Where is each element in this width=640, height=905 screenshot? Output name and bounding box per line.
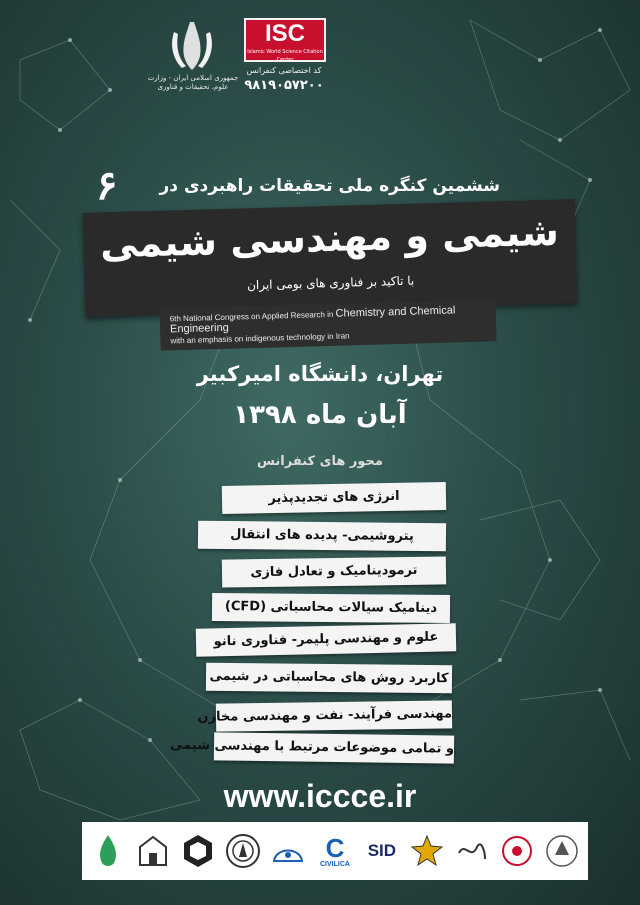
topic-item: ترمودینامیک و تعادل فازی (222, 556, 446, 587)
english-title (170, 304, 491, 346)
conference-date: آبان ماه ۱۳۹۸ (233, 400, 407, 430)
topic-item: انرژی های تجدیدپذیر (222, 482, 446, 514)
sponsor-logo-green-drop-icon (90, 831, 126, 871)
isc-logo-subtext: Islamic World Science Citation Center (247, 49, 323, 63)
title-banner (83, 199, 578, 317)
topic-item: دینامیک سیالات محاسباتی (CFD) (212, 593, 450, 623)
sponsor-logo-building-icon (135, 831, 171, 871)
civilica-text: CIVILICA (320, 860, 350, 868)
sponsor-logo-script-icon (454, 831, 490, 871)
conference-code: ۹۸۱۹۰۵۷۲۰۰ (244, 78, 324, 93)
topic-item: و تمامی موضوعات مرتبط با مهندسی شیمی (214, 732, 454, 763)
topic-item: مهندسی فرآیند- نفت و مهندسی مخازن (216, 700, 452, 731)
topic-item: کاربرد روش های محاسباتی در شیمی (206, 663, 452, 694)
venue: تهران، دانشگاه امیرکبیر (196, 362, 444, 386)
english-title-line2: with an emphasis on indigenous technology in Iran (170, 331, 350, 346)
isc-logo-text: ISC (264, 20, 305, 47)
sponsor-logo-civilica (315, 831, 355, 871)
conference-code-label: کد اختصاصی کنفرانس (246, 66, 322, 75)
iran-emblem-icon (160, 14, 224, 78)
sponsor-logo-hexagon-icon (180, 831, 216, 871)
topic-item: علوم و مهندسی پلیمر- فناوری نانو (196, 623, 457, 656)
title-subtitle: با تاکید بر فناوری های بومی ایران (246, 273, 415, 293)
sponsor-logo-emblem-icon (544, 831, 580, 871)
congress-name: ششمین کنگره ملی تحقیقات راهبردی در (159, 176, 500, 196)
sponsor-logo-sid: SID (367, 841, 397, 860)
sponsor-logo-seal-icon (225, 831, 261, 871)
header-bar (0, 8, 640, 93)
topics-heading: محور های کنفرانس (257, 454, 383, 469)
topic-item: پتروشیمی- پدیده های انتقال (198, 521, 446, 552)
sponsor-logo-flower-icon (499, 831, 535, 871)
sponsor-logo-star-icon (409, 831, 445, 871)
sponsor-logos-bar (82, 822, 588, 880)
ministry-caption: جمهوری اسلامی ایران - وزارت علوم، تحقیقات و فناوری (147, 74, 239, 91)
main-title: شیمی و مهندسی شیمی (99, 209, 560, 267)
english-title-highlight: Chemistry and Chemical Engineering (169, 304, 456, 336)
civilica-c-icon: C (325, 832, 345, 863)
english-title-line1: 6th National Congress on Applied Research in (169, 309, 334, 324)
sponsor-logo-dome-icon (270, 831, 306, 871)
website-url[interactable]: www.iccce.ir (223, 778, 417, 814)
isc-logo (244, 18, 326, 62)
edition-number: ۶ (96, 162, 118, 209)
